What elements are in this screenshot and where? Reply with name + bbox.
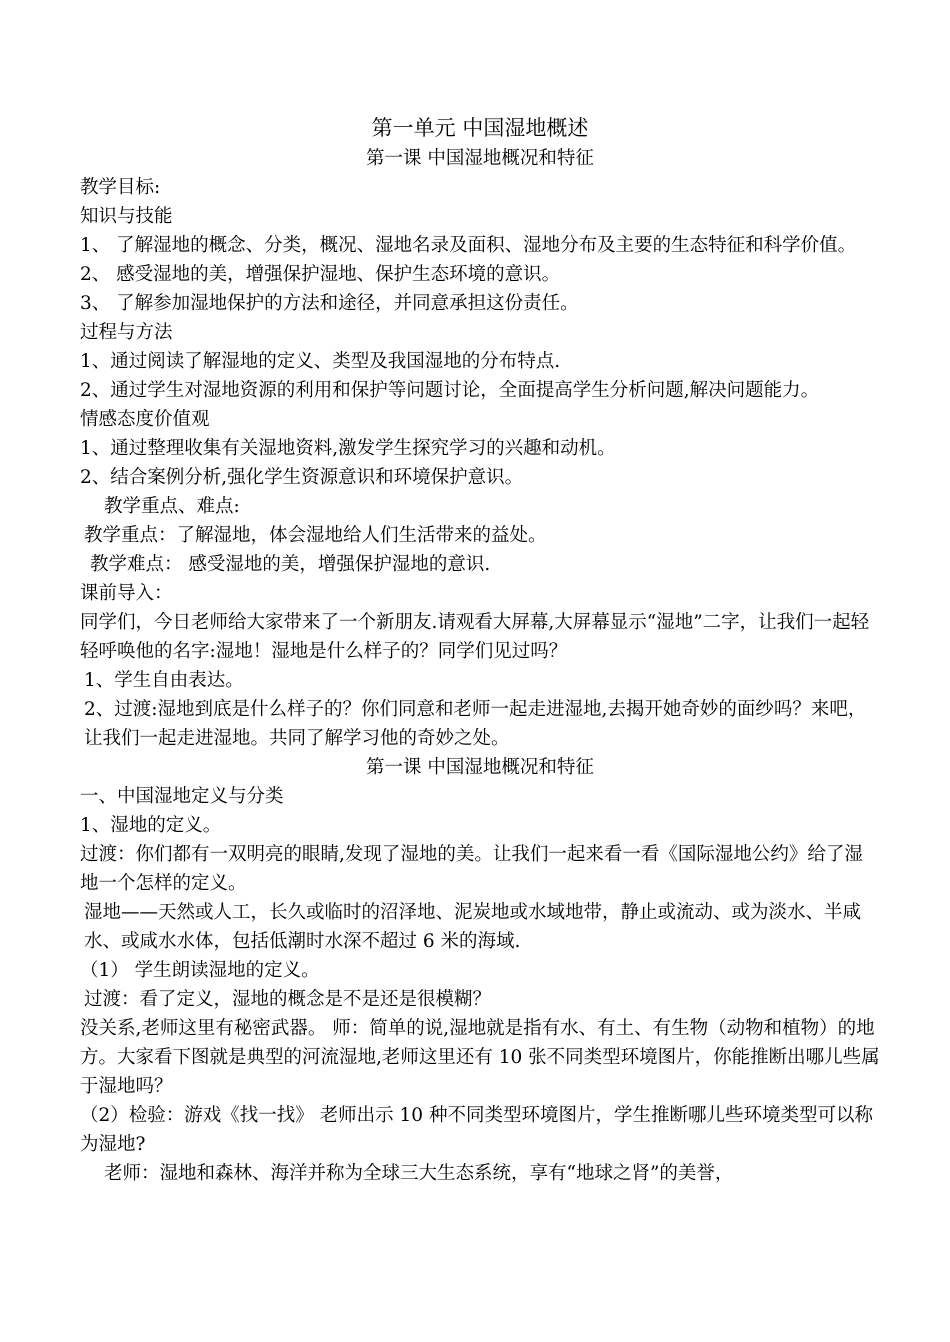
paragraph-step: （1） 学生朗读湿地的定义。 [80, 960, 320, 981]
paragraph-transition: 过渡：看了定义，湿地的概念是不是还是很模糊？ [84, 989, 492, 1010]
document-body [80, 110, 880, 1188]
unit-title: 第一单元 中国湿地概述 [371, 116, 589, 140]
list-item: 1、通过整理收集有关湿地资料,激发学生探究学习的兴趣和动机。 [80, 438, 616, 459]
list-item: 2、结合案例分析,强化学生资源意识和环境保护意识。 [80, 467, 524, 488]
paragraph-key-point: 教学重点：了解湿地，体会湿地给人们生活带来的益处。 [84, 525, 547, 546]
list-item: 1、通过阅读了解湿地的定义、类型及我国湿地的分布特点. [80, 351, 561, 372]
paragraph-process-method: 过程与方法 [80, 322, 173, 343]
lesson-title: 第一课 中国湿地概况和特征 [366, 148, 594, 169]
list-item: 1、学生自由表达。 [84, 670, 244, 691]
paragraph-teacher: 老师：湿地和森林、海洋并称为全球三大生态系统，享有“地球之肾”的美誉， [104, 1163, 734, 1184]
list-item: 2、过渡:湿地到底是什么样子的？你们同意和老师一起走进湿地,去揭开她奇妙的面纱吗？来吧，让我们一起走进湿地。共同了解学习他的奇妙之处。 [84, 699, 867, 749]
paragraph-explanation: 没关系,老师这里有秘密武器。 师：简单的说,湿地就是指有水、有土、有生物（动物和植物）的地方。大家看下图就是典型的河流湿地,老师这里还有 10 张不同类型环境图片，你能推断出哪儿些属于湿地吗？ [80, 1018, 880, 1097]
paragraph-attitude-values: 情感态度价值观 [80, 409, 210, 430]
list-item: 2、 感受湿地的美，增强保护湿地、保护生态环境的意识。 [80, 264, 561, 285]
list-item: 3、 了解参加湿地保护的方法和途径，并同意承担这份责任。 [80, 293, 579, 314]
lesson-title-repeat: 第一课 中国湿地概况和特征 [366, 757, 594, 778]
paragraph-knowledge-skills: 知识与技能 [80, 206, 173, 227]
paragraph-definition: 湿地——天然或人工，长久或临时的沼泽地、泥炭地或水域地带，静止或流动、或为淡水、半咸水、或咸水水体，包括低潮时水深不超过 6 米的海域. [84, 902, 862, 952]
paragraph-teaching-goals: 教学目标: [80, 177, 161, 198]
paragraph-intro: 同学们，今日老师给大家带来了一个新朋友.请观看大屏幕,大屏幕显示“湿地”二字，让我们一起轻轻呼唤他的名字:湿地！湿地是什么样子的？同学们见过吗？ [80, 612, 870, 662]
paragraph-transition: 过渡：你们都有一双明亮的眼睛,发现了湿地的美。让我们一起来看一看《国际湿地公约》给了湿地一个怎样的定义。 [80, 844, 863, 894]
list-item: 2、通过学生对湿地资源的利用和保护等问题讨论，全面提高学生分析问题,解决问题能力。 [80, 380, 820, 401]
paragraph-step: （2）检验：游戏《找一找》 老师出示 10 种不同类型环境图片，学生推断哪儿些环境类型可以称为湿地? [80, 1105, 873, 1155]
list-item: 1、 了解湿地的概念、分类，概况、湿地名录及面积、湿地分布及主要的生态特征和科学价值。 [80, 235, 857, 256]
paragraph-difficult-point: 教学难点： 感受湿地的美，增强保护湿地的意识. [90, 554, 491, 575]
paragraph-intro-heading: 课前导入： [80, 583, 173, 604]
subsection-heading: 1、湿地的定义。 [80, 815, 222, 836]
section-heading: 一、中国湿地定义与分类 [80, 786, 284, 807]
paragraph-key-points-heading: 教学重点、难点: [104, 496, 240, 517]
